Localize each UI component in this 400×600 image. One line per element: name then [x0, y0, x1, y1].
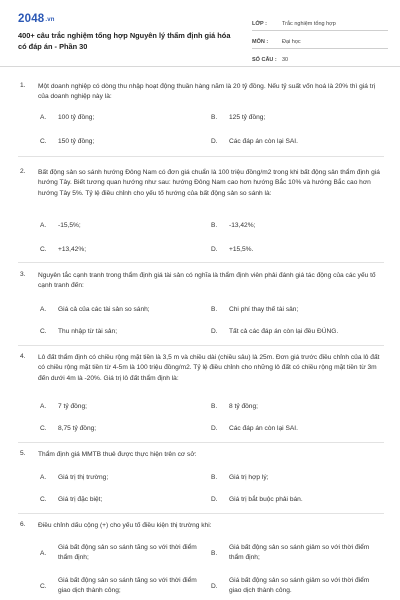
option-text: 125 tỷ đồng;: [229, 114, 266, 121]
option-b[interactable]: [211, 543, 386, 564]
question-divider: [18, 262, 384, 263]
option-b[interactable]: [211, 474, 269, 481]
option-text: Các đáp án còn lại SAI.: [229, 138, 298, 145]
option-d[interactable]: [211, 328, 338, 335]
option-b[interactable]: [211, 306, 298, 313]
option-letter: A.: [40, 549, 47, 557]
option-a[interactable]: [40, 114, 94, 121]
meta-value: 30: [282, 57, 289, 63]
option-text: Giá bất động sản so sánh giảm so với thời điểm giao dịch thành công.: [229, 577, 370, 595]
option-text: Giá trị thị trường;: [58, 474, 109, 481]
meta-panel: [252, 13, 388, 67]
meta-value: Trắc nghiệm tổng hợp: [282, 21, 336, 27]
meta-key: LỚP :: [252, 21, 267, 27]
option-c[interactable]: [40, 425, 96, 432]
option-letter: B.: [211, 114, 218, 121]
option-letter: D.: [211, 425, 218, 432]
option-b[interactable]: [211, 114, 265, 121]
meta-row-count: [252, 49, 388, 67]
option-text: Giá trị hợp lý;: [229, 474, 269, 481]
meta-row-class: [252, 13, 388, 31]
option-text: 100 tỷ đồng;: [58, 114, 95, 121]
option-c[interactable]: [40, 246, 86, 253]
page-title: 400+ câu trắc nghiệm tổng hợp Nguyên lý thẩm định giá hóa có đáp án - Phần 30: [18, 31, 231, 51]
question-number: 5.: [20, 450, 26, 457]
option-b[interactable]: [211, 222, 255, 229]
option-text: 8,75 tỷ đồng;: [58, 425, 97, 432]
option-d[interactable]: [211, 138, 298, 145]
logo-suffix: .vn: [45, 17, 55, 23]
option-a[interactable]: [40, 222, 81, 229]
option-text: Giá cả của các tài sản so sánh;: [58, 306, 150, 313]
meta-key: SỐ CÂU :: [252, 57, 277, 63]
option-a[interactable]: [40, 403, 87, 410]
question-number: 1.: [20, 82, 26, 89]
option-text: +15,5%.: [229, 246, 254, 253]
option-letter: B.: [211, 403, 218, 410]
option-a[interactable]: [40, 543, 205, 564]
option-letter: D.: [211, 328, 218, 335]
option-letter: B.: [211, 306, 218, 313]
option-b[interactable]: [211, 403, 258, 410]
option-letter: D.: [211, 496, 218, 503]
option-text: 7 tỷ đồng;: [58, 403, 87, 410]
option-text: Tất cả các đáp án còn lại đều ĐÚNG.: [229, 328, 339, 335]
question-number: 2.: [20, 168, 26, 175]
question-divider: [18, 442, 384, 443]
option-text: -13,42%;: [229, 222, 256, 229]
question-text: Thẩm định giá MMTB thuê được thực hiện trên cơ sở:: [38, 451, 197, 458]
option-letter: C.: [40, 582, 47, 590]
meta-key: MÔN :: [252, 39, 269, 45]
question-text: Nguyên tắc cạnh tranh trong thẩm định giá tài sản có nghĩa là thẩm định viên phải đánh giá tác động của các yếu tố cạnh tranh đến:: [38, 272, 376, 290]
option-text: Thu nhập từ tài sản;: [58, 328, 118, 335]
question-number: 4.: [20, 353, 26, 360]
question-divider: [18, 156, 384, 157]
option-letter: A.: [40, 474, 47, 481]
question-text: Điều chỉnh dấu cộng (+) cho yếu tố điều kiện thị trường khi:: [38, 522, 212, 529]
option-text: Giá trị đặc biệt;: [58, 496, 103, 503]
option-c[interactable]: [40, 576, 205, 597]
option-d[interactable]: [211, 246, 253, 253]
option-c[interactable]: [40, 496, 102, 503]
option-letter: B.: [211, 222, 218, 229]
option-d[interactable]: [211, 425, 298, 432]
option-letter: C.: [40, 246, 47, 253]
page-header: [0, 0, 400, 64]
option-letter: C.: [40, 138, 47, 145]
option-a[interactable]: [40, 306, 150, 313]
question-number: 3.: [20, 271, 26, 278]
option-letter: D.: [211, 582, 218, 590]
option-c[interactable]: [40, 138, 94, 145]
option-a[interactable]: [40, 474, 108, 481]
question-text: Bất động sản so sánh hướng Đông Nam có đơn giá chuẩn là 100 triệu đồng/m2 trong khi bất động sản thẩm định giá hướng Tây. Biết tương quan hướng như sau: hướng Đông Nam cao hơn hướng Bắc 10% và hướng Bắc cao hơn hướng Tây 5%. Tỷ lệ điều chỉnh cho yếu tố hướng của bất động sản so sánh là:: [38, 169, 380, 197]
logo-text: 2048: [18, 13, 45, 25]
option-text: Giá bất động sản so sánh tăng so với thời điểm giao dịch thành công;: [58, 577, 197, 595]
question-text: Lô đất thẩm định có chiều rộng mặt tiền là 3,5 m và chiều dài (chiều sâu) là 25m. Đơn giá trước điều chỉnh của lô đất có chiều rộng mặt tiền từ 4-5m là 100 triệu đồng/m2. Tỷ lệ điều chỉnh cho những lô đất có chiều rộng mặt tiền từ 3m đến dưới 4m là -20%. Giá trị lô đất thẩm định là:: [38, 354, 380, 382]
option-letter: A.: [40, 114, 47, 121]
option-text: +13,42%;: [58, 246, 87, 253]
question-text: Một doanh nghiệp có dòng thu nhập hoạt động thuần hàng năm là 20 tỷ đồng. Nếu tỷ suất vốn hoá là 20% thì giá trị của doanh nghiệp này là:: [38, 83, 376, 101]
question-divider: [18, 513, 384, 514]
option-letter: A.: [40, 403, 47, 410]
option-text: Giá trị bắt buộc phải bán.: [229, 496, 303, 503]
option-text: Giá bất động sản so sánh tăng so với thời điểm thẩm định;: [58, 544, 197, 562]
option-text: Các đáp án còn lại SAI.: [229, 425, 298, 432]
option-c[interactable]: [40, 328, 117, 335]
option-text: 8 tỷ đồng;: [229, 403, 258, 410]
option-letter: B.: [211, 474, 218, 481]
option-letter: B.: [211, 549, 218, 557]
option-letter: D.: [211, 246, 218, 253]
question-number: 6.: [20, 521, 26, 528]
option-d[interactable]: [211, 496, 303, 503]
option-letter: C.: [40, 425, 47, 432]
option-letter: A.: [40, 222, 47, 229]
option-d[interactable]: [211, 576, 386, 597]
header-divider: [0, 66, 400, 67]
option-letter: D.: [211, 138, 218, 145]
meta-value: Đại học: [282, 39, 301, 45]
option-text: 150 tỷ đồng;: [58, 138, 95, 145]
option-letter: C.: [40, 328, 47, 335]
site-logo[interactable]: [18, 13, 55, 25]
option-letter: A.: [40, 306, 47, 313]
option-text: Chi phí thay thế tài sản;: [229, 306, 299, 313]
question-divider: [18, 345, 384, 346]
option-text: -15,5%;: [58, 222, 81, 229]
meta-row-subject: [252, 31, 388, 49]
option-text: Giá bất động sản so sánh giảm so với thời điểm thẩm định;: [229, 544, 370, 562]
option-letter: C.: [40, 496, 47, 503]
